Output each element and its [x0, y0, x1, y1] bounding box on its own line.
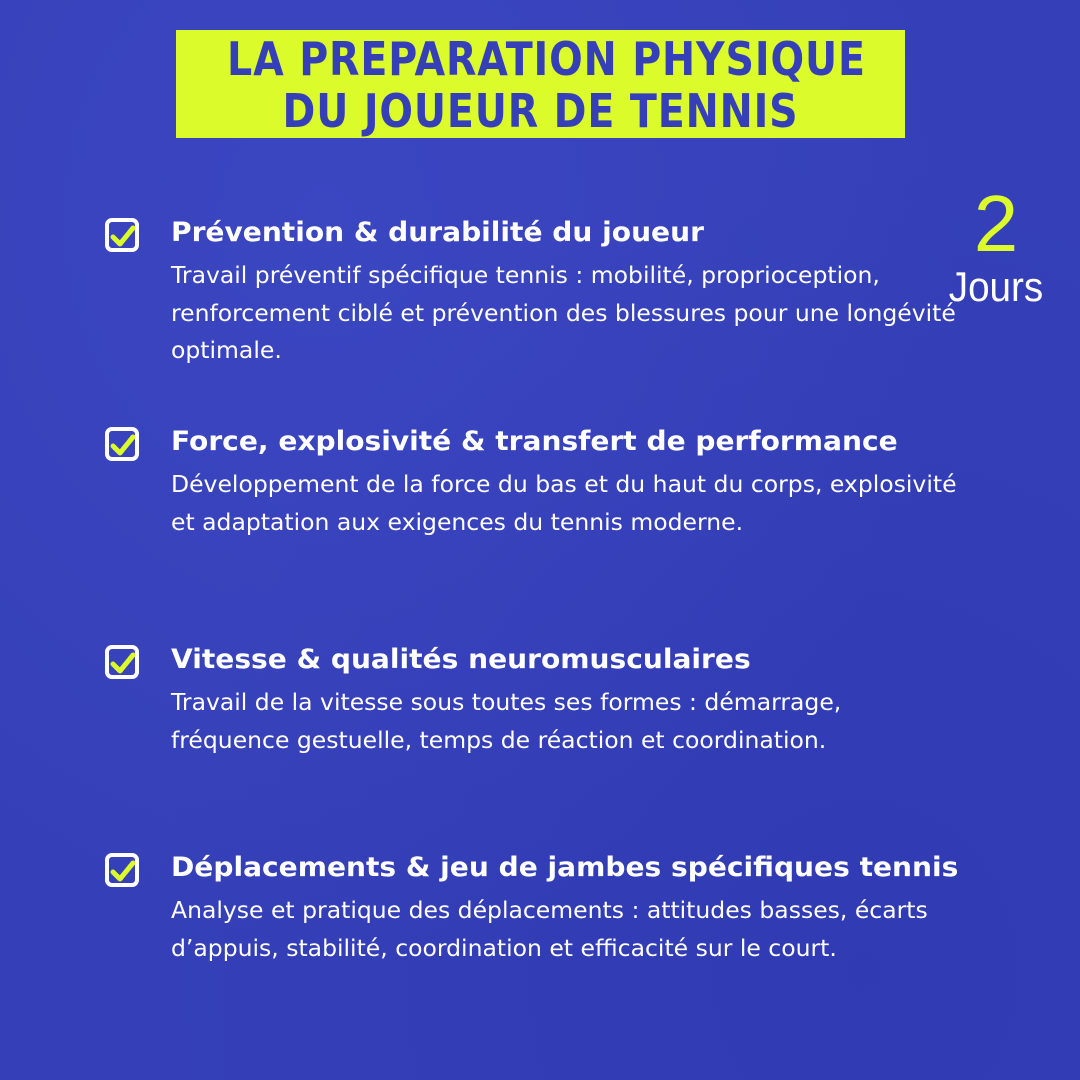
checkbox-checked-icon [105, 427, 139, 461]
title-line-1: LA PREPARATION PHYSIQUE [227, 32, 866, 86]
title-banner [176, 30, 905, 138]
section-description: Travail de la vitesse sous toutes ses formes : démarrage, fréquence gestuelle, temps de réaction et coordination. [171, 688, 842, 754]
section-description: Développement de la force du bas et du haut du corps, explosivité et adaptation aux exigences du tennis moderne. [171, 470, 957, 536]
section-description: Analyse et pratique des déplacements : attitudes basses, écarts d’appuis, stabilité, coordination et efficacité sur le court. [171, 896, 928, 962]
title-line-2: DU JOUEUR DE TENNIS [282, 84, 799, 138]
duration-unit: Jours [948, 263, 1044, 310]
checkbox-checked-icon [105, 853, 139, 887]
section-title: Vitesse & qualités neuromusculaires [171, 644, 751, 675]
section-title: Prévention & durabilité du joueur [171, 217, 704, 248]
section-title: Force, explosivité & transfert de performance [171, 426, 898, 457]
duration-number: 2 [973, 179, 1019, 268]
section-description: Travail préventif spécifique tennis : mobilité, proprioception, renforcement ciblé et prévention des blessures pour une longévité optimale. [171, 261, 956, 364]
section-title: Déplacements & jeu de jambes spécifiques tennis [171, 852, 959, 883]
checkbox-checked-icon [105, 645, 139, 679]
checkbox-checked-icon [105, 218, 139, 252]
